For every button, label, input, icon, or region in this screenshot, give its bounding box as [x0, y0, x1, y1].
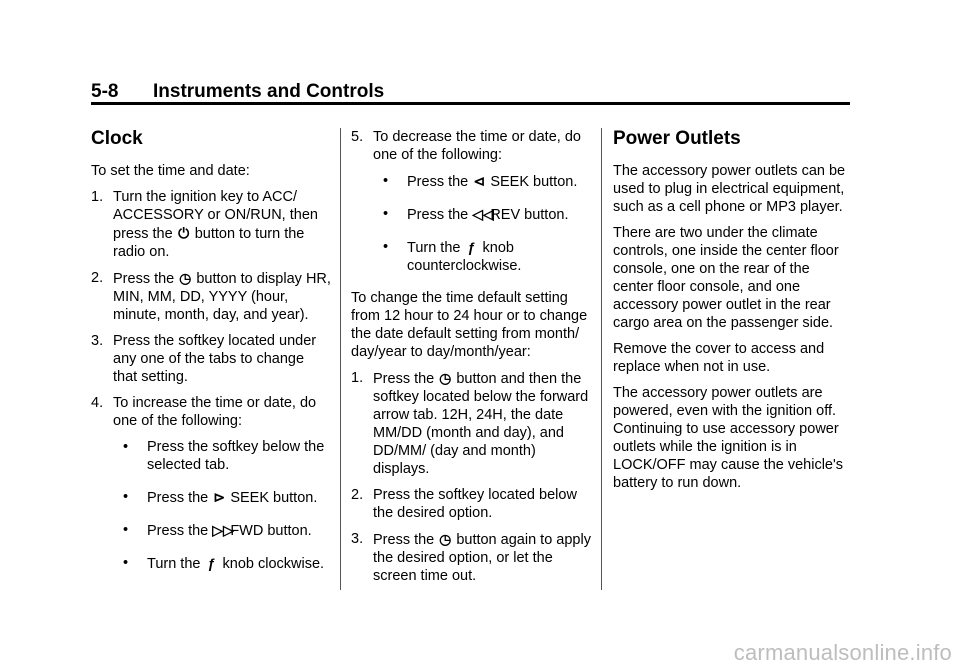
- column-divider: [340, 128, 341, 590]
- list-item: [351, 530, 591, 585]
- clock-heading: Clock: [91, 128, 143, 149]
- step-number: 1.: [351, 370, 364, 386]
- step-text: button and then the softkey located below the forward arrow tab. 12H, 24H, the date MM/DD (month and day), and DD/MM/ (day and month) displays.: [373, 371, 589, 477]
- step-text: Press the: [113, 271, 175, 287]
- tune-knob-icon: ƒ: [207, 555, 216, 571]
- watermark: carmanualsonline.info: [733, 640, 952, 665]
- paragraph: The accessory power outlets are powered, even with the ignition off. Continuing to use accessory power outlets while the ignition is in LOCK/OFF may cause the vehicle's battery to run down.: [613, 385, 844, 491]
- bullet-text: Turn the: [407, 240, 461, 256]
- paragraph: The accessory power outlets can be used to plug in electrical equipment, such as a cell phone or MP3 player.: [613, 163, 846, 215]
- list-item: [351, 486, 591, 522]
- column-1: [91, 126, 331, 587]
- list-item: [351, 128, 591, 164]
- bullet-icon: •: [123, 439, 129, 455]
- bullet-icon: •: [123, 555, 129, 571]
- seek-back-icon: ⊲: [473, 173, 486, 189]
- tune-knob-icon: ƒ: [467, 239, 476, 255]
- bullet-item: [351, 172, 591, 191]
- header-rule: [91, 102, 850, 105]
- bullet-text: knob clockwise.: [222, 556, 325, 572]
- rewind-icon: ◁◁: [472, 206, 494, 222]
- page-number: 5-8: [91, 81, 119, 102]
- bullet-item: [91, 488, 331, 507]
- step-number: 5.: [351, 129, 364, 145]
- fast-forward-icon: ▷▷: [212, 522, 234, 538]
- step-text: Press the: [373, 371, 435, 387]
- list-item: [91, 188, 331, 261]
- list-item: [91, 332, 331, 386]
- step-text: button again to apply the desired option, or let the screen time out.: [373, 532, 591, 584]
- list-item: [91, 269, 331, 324]
- bullet-item: [91, 438, 331, 474]
- step-number: 2.: [351, 487, 364, 503]
- bullet-text: SEEK button.: [230, 490, 318, 506]
- column-divider: [601, 128, 602, 590]
- step-text: Press the: [373, 532, 435, 548]
- step-number: 3.: [351, 531, 364, 547]
- bullet-text: Turn the: [147, 556, 201, 572]
- bullet-item: [351, 205, 591, 224]
- step-number: 3.: [91, 333, 104, 349]
- column-3: [613, 126, 853, 500]
- step-text: Press the softkey located below the desired option.: [373, 487, 577, 521]
- step-number: 4.: [91, 395, 104, 411]
- column-2: [351, 128, 591, 593]
- step-number: 1.: [91, 189, 104, 205]
- clock-intro: To set the time and date:: [91, 163, 250, 179]
- section-title: Instruments and Controls: [153, 81, 385, 102]
- bullet-item: [91, 521, 331, 540]
- paragraph: There are two under the climate controls, one inside the center floor console, one on the rear of the center floor console, and one accessory power outlet in the rear cargo area on the passenger side.: [613, 225, 839, 331]
- list-item: [351, 369, 591, 478]
- clock-icon: ◷: [439, 370, 452, 386]
- step-text: Turn the ignition key to ACC/ ACCESSORY or ON/RUN, then press the: [113, 189, 318, 242]
- bullet-text: knob counterclockwise.: [407, 240, 522, 274]
- bullet-text: REV button.: [490, 207, 569, 223]
- bullet-item: [351, 238, 591, 275]
- bullet-text: Press the: [407, 207, 469, 223]
- clock-icon: ◷: [439, 531, 452, 547]
- power-outlets-heading: Power Outlets: [613, 128, 741, 149]
- bullet-icon: •: [383, 173, 389, 189]
- step-number: 2.: [91, 270, 104, 286]
- bullet-text: Press the: [147, 490, 209, 506]
- page-header: [91, 80, 850, 104]
- seek-forward-icon: ⊳: [213, 489, 226, 505]
- bullet-text: Press the softkey below the selected tab.: [147, 439, 325, 473]
- step-text: To increase the time or date, do one of the following:: [113, 395, 317, 429]
- power-icon: ⏻: [178, 225, 190, 241]
- bullet-text: Press the: [407, 174, 469, 190]
- bullet-item: [91, 554, 331, 573]
- bullet-icon: •: [383, 206, 389, 222]
- bullet-text: SEEK button.: [490, 174, 578, 190]
- bullet-text: FWD button.: [230, 523, 312, 539]
- step-text: To decrease the time or date, do one of the following:: [373, 129, 581, 163]
- bullet-icon: •: [383, 239, 389, 255]
- list-item: [91, 394, 331, 430]
- step-text: button to display HR, MIN, MM, DD, YYYY (hour, minute, month, day, and year).: [113, 271, 331, 323]
- bullet-icon: •: [123, 522, 129, 538]
- paragraph: Remove the cover to access and replace when not in use.: [613, 341, 825, 375]
- step-text: button to turn the radio on.: [113, 226, 305, 260]
- format-intro: To change the time default setting from 12 hour to 24 hour or to change the date default setting from month/ day/year to day/month/year:: [351, 290, 588, 360]
- bullet-text: Press the: [147, 523, 209, 539]
- bullet-icon: •: [123, 489, 129, 505]
- clock-icon: ◷: [179, 270, 192, 286]
- step-text: Press the softkey located under any one of the tabs to change that setting.: [113, 333, 317, 385]
